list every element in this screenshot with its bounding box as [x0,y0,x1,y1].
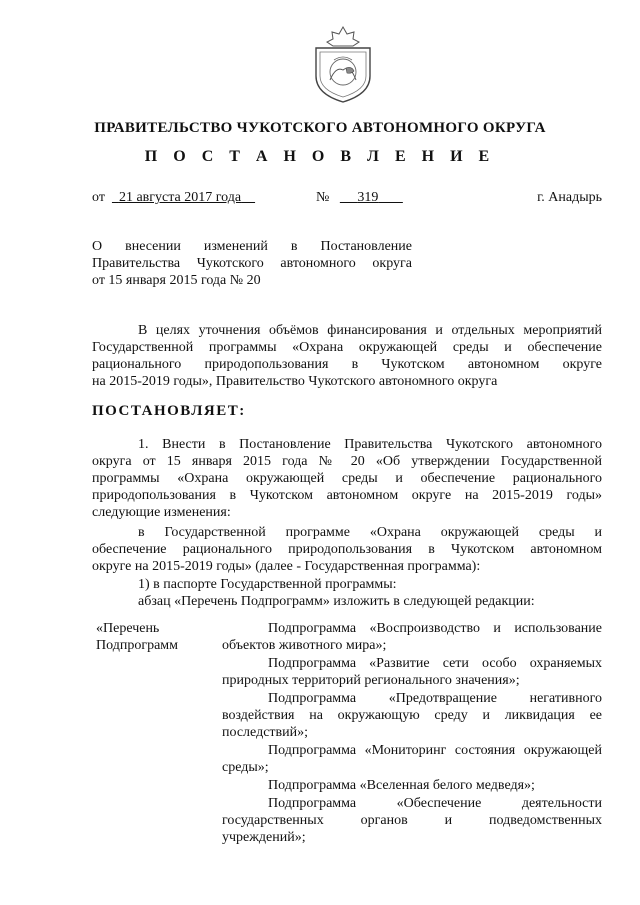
paragraph-line: природопользования в Чукотском автономном округе на 2015-2019 годы» [92,488,602,503]
sub-item-1: 1) в паспорте Государственной программы: [138,577,397,592]
paragraph-line: 1. Внести в Постановление Правительства Чукотского автономного [138,437,602,452]
subject-line: от 15 января 2015 года № 20 [92,273,261,288]
paragraph-line: обеспечение рационального природопользования в Чукотском автономном [92,542,602,557]
number-value: 319 [357,190,379,205]
government-title: ПРАВИТЕЛЬСТВО ЧУКОТСКОГО АВТОНОМНОГО ОКРУГА [94,120,546,136]
chukotka-coat-of-arms-icon [306,24,380,106]
decree-title: П О С Т А Н О В Л Е Н И Е [144,148,496,165]
subprogram-item: Подпрограмма «Вселенная белого медведя»; [268,778,535,793]
date-value: 21 августа 2017 года [118,190,242,205]
subprogram-item: Подпрограмма «Воспроизводство и использование объектов животного мира»; [222,621,602,653]
paragraph-line: программы «Охрана окружающей среды и обеспечение рационального [92,471,602,486]
subprogram-item: Подпрограмма «Предотвращение негативного воздействия на окружающую среду и ликвидация ее последствий»; [222,691,602,740]
left-cell-line: Подпрограмм [96,638,178,653]
decree-place: г. Анадырь [537,190,602,205]
resolve-heading: ПОСТАНОВЛЯЕТ: [92,403,246,419]
subprogram-item: Подпрограмма «Мониторинг состояния окружающей среды»; [222,743,602,775]
subprogram-list [222,620,602,847]
item1-paragraph [92,436,602,521]
paragraph-line: в Государственной программе «Охрана окружающей среды и [138,525,602,540]
sub-items [92,576,602,610]
sub-item-2: абзац «Перечень Подпрограмм» изложить в следующей редакции: [138,594,535,609]
date-prefix: от [92,190,105,205]
paragraph-line: следующие изменения: [92,505,231,520]
decree-subject [92,238,412,289]
subject-line: О внесении изменений в Постановление [92,239,412,254]
paragraph-line: на 2015-2019 годы», Правительство Чукотского автономного округа [92,374,498,389]
paragraph-line: рационального природопользования в Чукотском автономном округе [92,357,602,372]
number-prefix: № [316,190,330,205]
paragraph-line: Государственной программы «Охрана окружающей среды и обеспечение [92,340,602,355]
decree-date [92,190,255,206]
decree-number [316,190,403,206]
item2-paragraph [92,524,602,575]
paragraph-line: округе на 2015-2019 годы» (далее - Государственная программа): [92,559,481,574]
table-left-cell [96,620,216,654]
left-cell-line: «Перечень [96,621,160,636]
preamble-paragraph [92,322,602,390]
subject-line: Правительства Чукотского автономного округа [92,256,412,271]
paragraph-line: округа от 15 января 2015 года № 20 «Об утверждении Государственной [92,454,602,469]
subprogram-item: Подпрограмма «Развитие сети особо охраняемых природных территорий регионального значения»; [222,656,602,688]
paragraph-line: В целях уточнения объёмов финансирования и отдельных мероприятий [138,323,602,338]
subprogram-item: Подпрограмма «Обеспечение деятельности государственных органов и подведомственных учреждений»; [222,796,602,845]
